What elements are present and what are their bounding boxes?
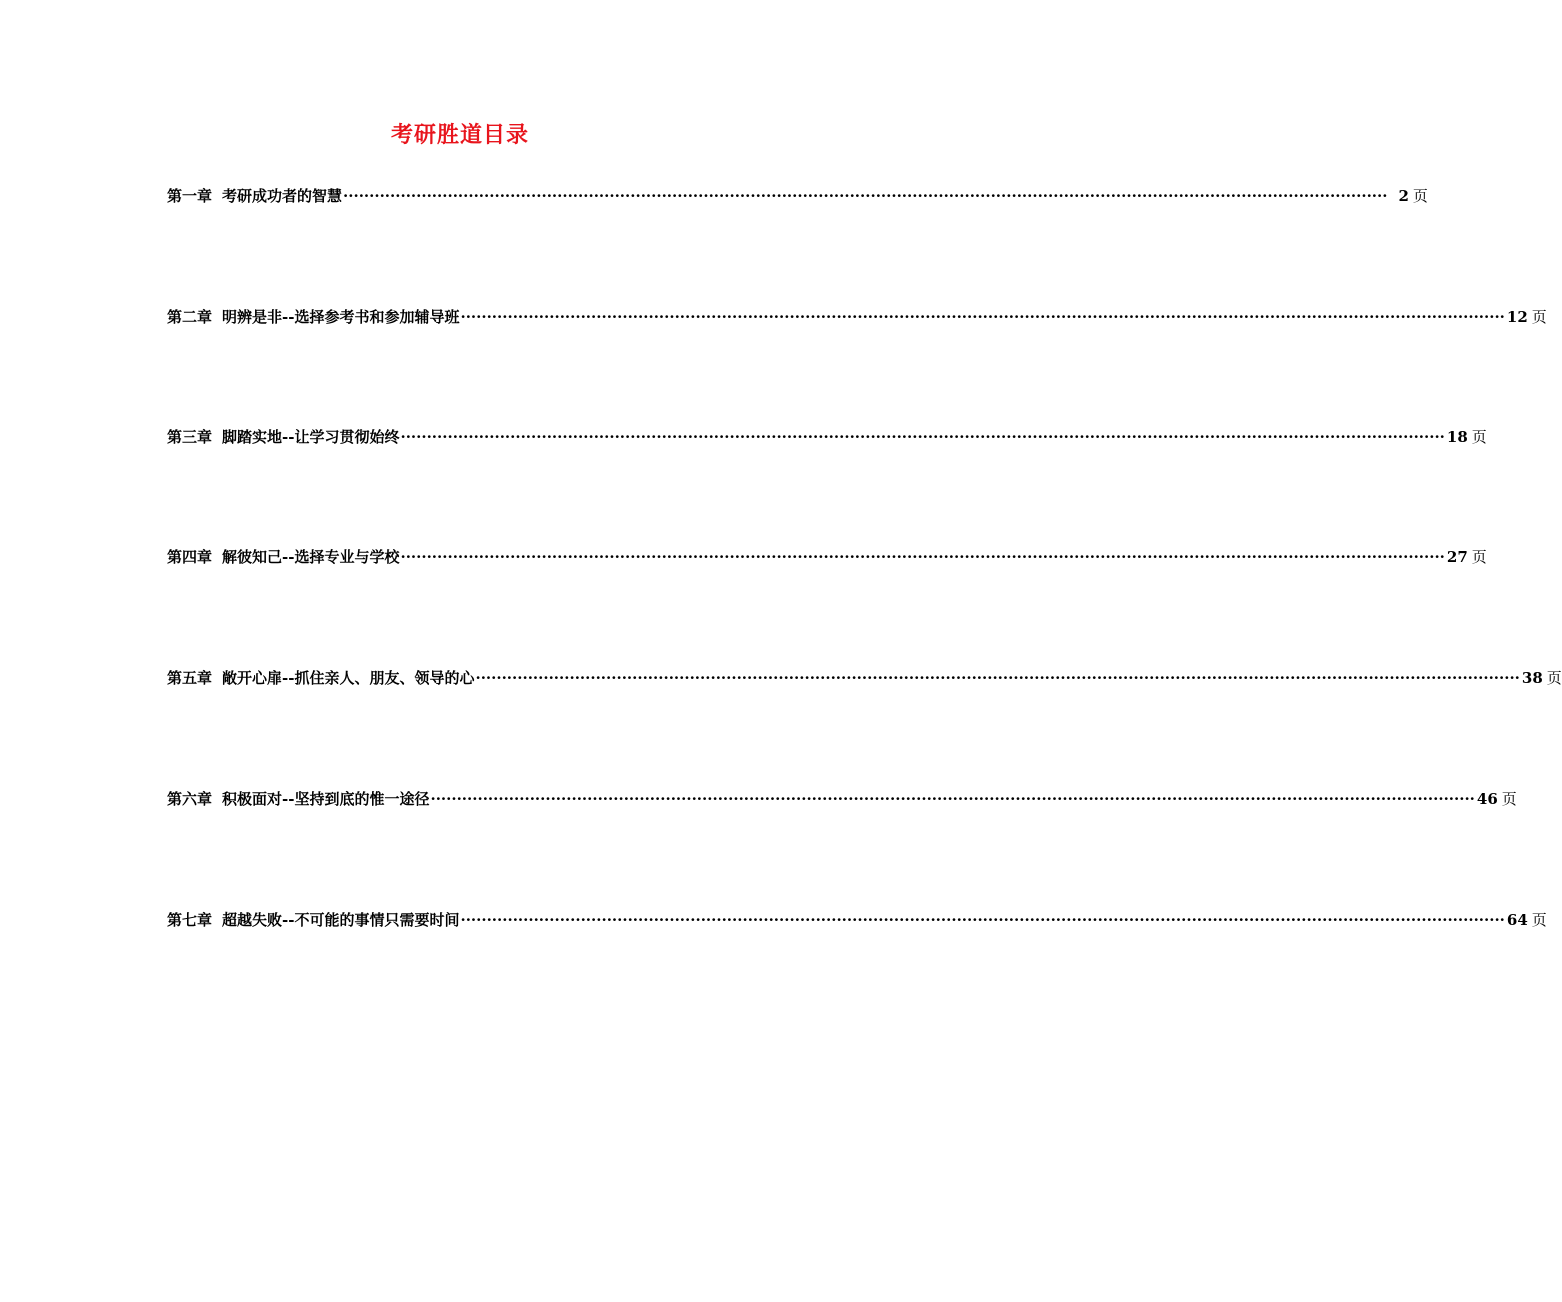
toc-entry-1[interactable] <box>167 184 1428 208</box>
chapter-number: 第三章 <box>167 428 213 446</box>
page-unit: 页 <box>1531 911 1547 929</box>
page-unit: 页 <box>1501 790 1517 808</box>
page-unit: 页 <box>1546 669 1562 687</box>
chapter-number: 第二章 <box>167 308 213 326</box>
chapter-number: 第七章 <box>167 911 213 929</box>
chapter-title: 敞开心扉--抓住亲人、朋友、领导的心 <box>222 669 475 687</box>
toc-entry-5[interactable] <box>167 666 1562 690</box>
chapter-title: 明辨是非--选择参考书和参加辅导班 <box>222 308 460 326</box>
chapter-title: 积极面对--坚持到底的惟一途径 <box>222 790 430 808</box>
chapter-title: 超越失败--不可能的事情只需要时间 <box>222 911 460 929</box>
toc-entry-7[interactable] <box>167 908 1547 932</box>
page-number: 46 <box>1476 790 1498 808</box>
dot-leader: ········································································································································································································ <box>400 428 1445 446</box>
dot-leader: ········································································································································································································ <box>460 308 1505 326</box>
toc-entry-2[interactable] <box>167 305 1547 329</box>
page-number: 2 <box>1398 187 1409 205</box>
dot-leader: ········································································································································································································ <box>400 548 1445 566</box>
chapter-number: 第六章 <box>167 790 213 808</box>
chapter-title: 考研成功者的智慧 <box>222 187 343 205</box>
dot-leader: ········································································································································································································ <box>475 669 1520 687</box>
page-number: 38 <box>1521 669 1543 687</box>
toc-entry-6[interactable] <box>167 787 1517 811</box>
page-number: 27 <box>1446 548 1468 566</box>
page-number: 12 <box>1506 308 1528 326</box>
chapter-number: 第四章 <box>167 548 213 566</box>
document-title: 考研胜道目录 <box>390 122 529 148</box>
page-unit: 页 <box>1471 548 1487 566</box>
toc-entry-4[interactable] <box>167 545 1487 569</box>
toc-entry-3[interactable] <box>167 425 1487 449</box>
dot-leader: ········································································································································································································ <box>430 790 1475 808</box>
dot-leader: ········································································································································································································ <box>460 911 1505 929</box>
page-number: 64 <box>1506 911 1528 929</box>
chapter-number: 第五章 <box>167 669 213 687</box>
dot-leader: ········································································································································································································ <box>343 187 1388 205</box>
chapter-title: 解彼知己--选择专业与学校 <box>222 548 400 566</box>
page-unit: 页 <box>1471 428 1487 446</box>
page-number: 18 <box>1446 428 1468 446</box>
page-unit: 页 <box>1531 308 1547 326</box>
chapter-title: 脚踏实地--让学习贯彻始终 <box>222 428 400 446</box>
page-unit: 页 <box>1412 187 1428 205</box>
chapter-number: 第一章 <box>167 187 213 205</box>
